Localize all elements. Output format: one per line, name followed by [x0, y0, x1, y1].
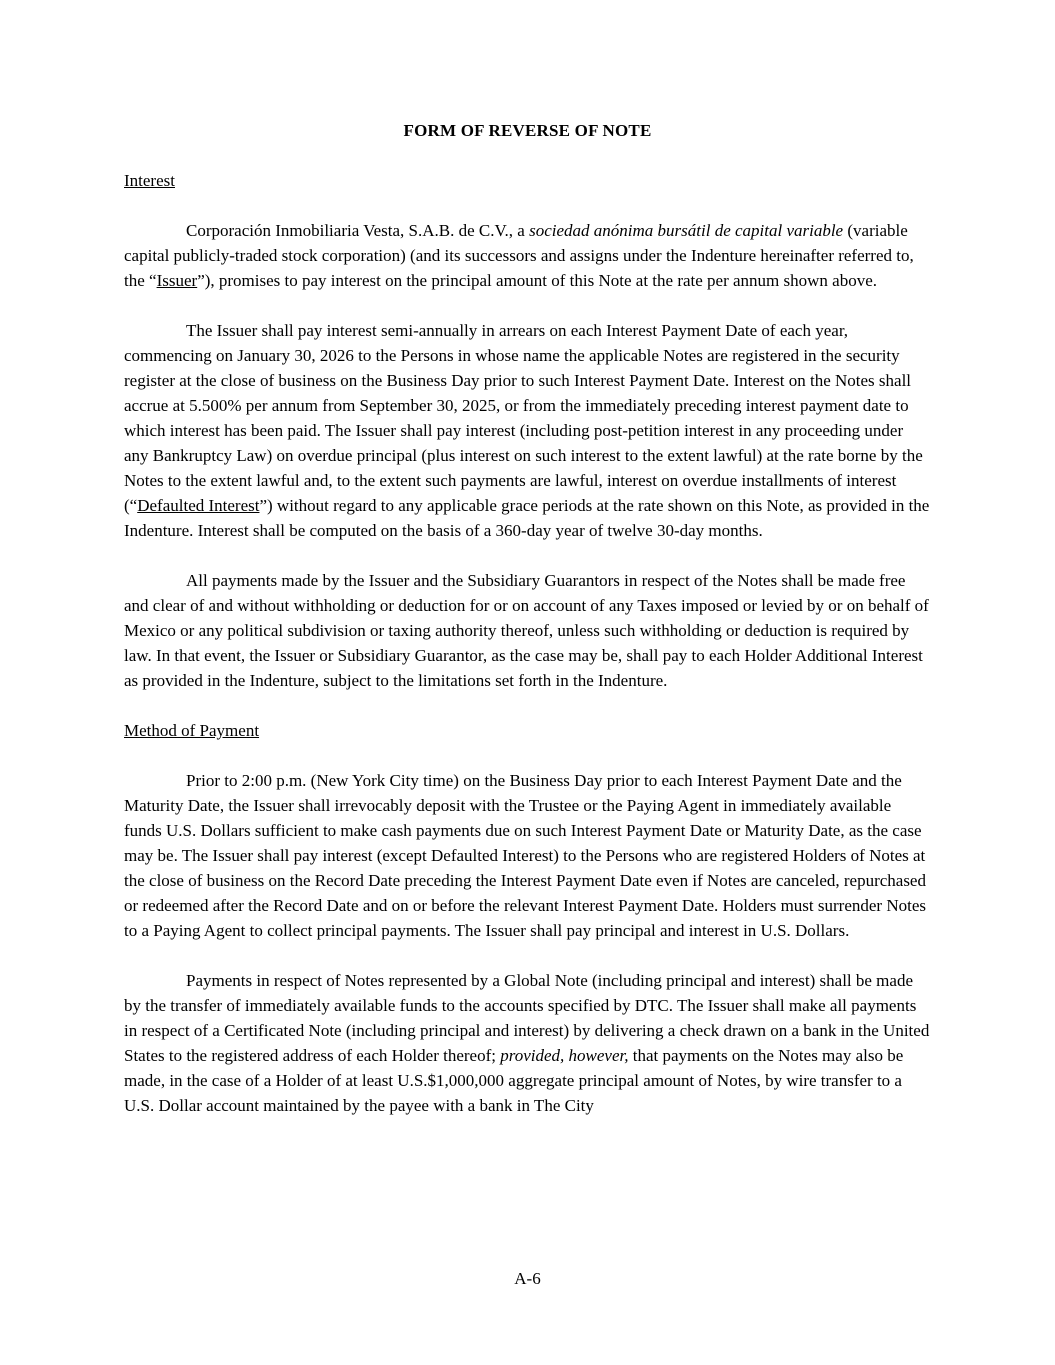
paragraph: The Issuer shall pay interest semi-annually in arrears on each Interest Payment Date of each year, commencing on January 30, 2026 to the Persons in whose name the applicable Notes are registered in the security register at the close of business on the Business Day prior to such Interest Payment Date. Interest on the Notes shall accrue at 5.500% per annum from September 30, 2025, or from the immediately preceding interest payment date to which interest has been paid. The Issuer shall pay interest (including post-petition interest in any proceeding under any Bankruptcy Law) on overdue principal (plus interest on such interest to the extent lawful) at the rate borne by the Notes to the extent lawful and, to the extent such payments are lawful, interest on overdue installments of interest (“Defaulted Interest”) without regard to any applicable grace periods at the rate shown on this Note, as provided in the Indenture. Interest shall be computed on the basis of a 360-day year of twelve 30-day months.	[124, 321, 930, 540]
sections-container	[124, 168, 931, 1118]
page-title: FORM OF REVERSE OF NOTE	[403, 121, 652, 140]
section-heading: Interest	[124, 171, 175, 190]
section-heading: Method of Payment	[124, 721, 260, 740]
paragraph: Corporación Inmobiliaria Vesta, S.A.B. de C.V., a sociedad anónima bursátil de capital variable (variable capital publicly-traded stock corporation) (and its successors and assigns under the Indenture hereinafter referred to, the “Issuer”), promises to pay interest on the principal amount of this Note at the rate per annum shown above.	[124, 221, 914, 290]
page-number: A-6	[514, 1269, 541, 1288]
paragraph: Payments in respect of Notes represented by a Global Note (including principal and interest) shall be made by the transfer of immediately available funds to the accounts specified by DTC. The Issuer shall make all payments in respect of a Certificated Note (including principal and interest) by delivering a check drawn on a bank in the United States to the registered address of each Holder thereof; provided, however, that payments on the Notes may also be made, in the case of a Holder of at least U.S.$1,000,000 aggregate principal amount of Notes, by wire transfer to a U.S. Dollar account maintained by the payee with a bank in The City	[124, 971, 930, 1115]
paragraph: Prior to 2:00 p.m. (New York City time) on the Business Day prior to each Interest Payment Date and the Maturity Date, the Issuer shall irrevocably deposit with the Trustee or the Paying Agent in immediately available funds U.S. Dollars sufficient to make cash payments due on such Interest Payment Date or Maturity Date, as the case may be. The Issuer shall pay interest (except Defaulted Interest) to the Persons who are registered Holders of Notes at the close of business on the Record Date preceding the Interest Payment Date even if Notes are canceled, repurchased or redeemed after the Record Date and on or before the relevant Interest Payment Date. Holders must surrender Notes to a Paying Agent to collect principal payments. The Issuer shall pay principal and interest in U.S. Dollars.	[124, 771, 926, 940]
paragraph: All payments made by the Issuer and the Subsidiary Guarantors in respect of the Notes shall be made free and clear of and without withholding or deduction for or on account of any Taxes imposed or levied by or on behalf of Mexico or any political subdivision or taxing authority thereof, unless such withholding or deduction is required by law. In that event, the Issuer or Subsidiary Guarantor, as the case may be, shall pay to each Holder Additional Interest as provided in the Indenture, subject to the limitations set forth in the Indenture.	[124, 571, 929, 690]
